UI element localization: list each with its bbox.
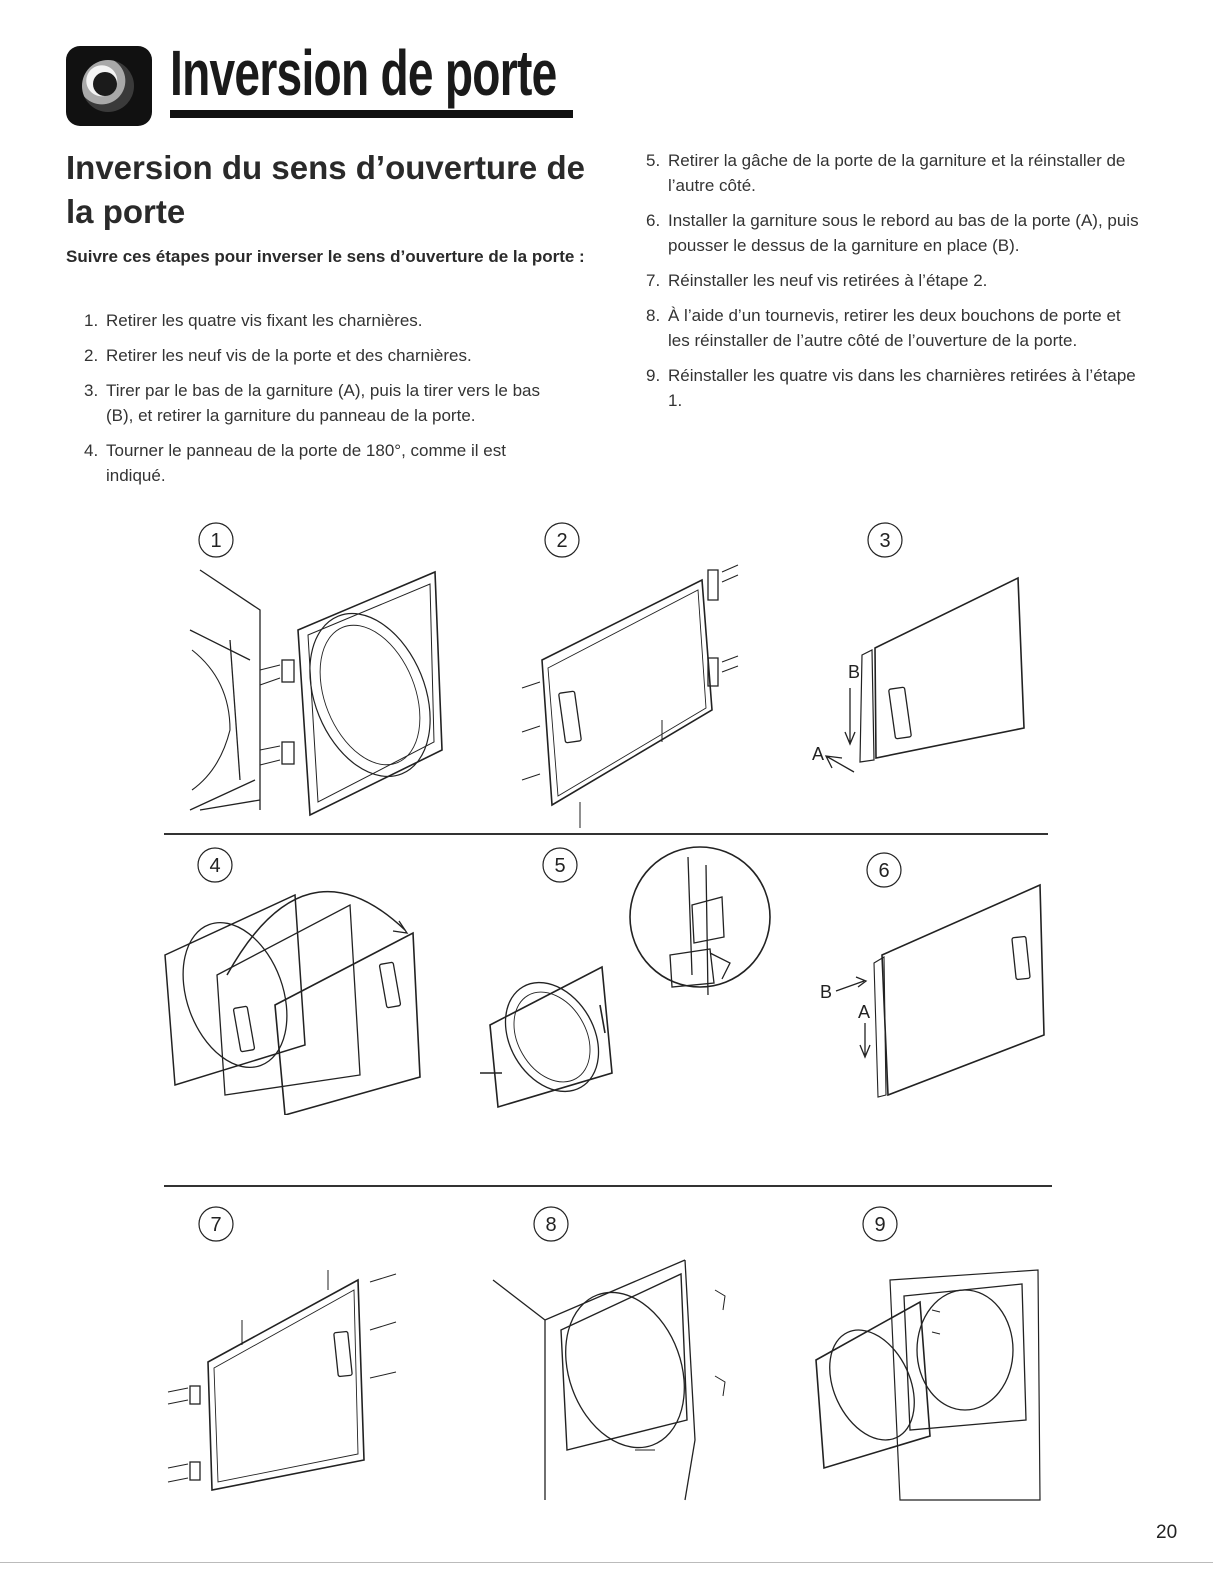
figure-number: 9 (874, 1214, 886, 1236)
callout-label-a: A (858, 1002, 871, 1022)
title-underline (170, 110, 573, 118)
steps-list-left (84, 308, 564, 498)
section-intro: Suivre ces étapes pour inverser le sens d’ouverture de la porte : (66, 247, 585, 266)
figure-number: 7 (210, 1214, 222, 1236)
step-item: 1. Retirer les quatre vis fixant les charnières. (84, 311, 423, 330)
figure-number: 4 (209, 855, 221, 877)
figure-6 (812, 845, 1052, 1115)
figure-number: 8 (545, 1214, 557, 1236)
section-divider (164, 833, 1048, 835)
step-item: 6. Installer la garniture sous le rebord au bas de la porte (A), puis pousser le dessus de la garniture en place (B). (646, 211, 1139, 255)
figure-number: 1 (210, 530, 222, 552)
step-item: 7. Réinstaller les neuf vis retirées à l’étape 2. (646, 271, 988, 290)
figure-8 (485, 1200, 745, 1510)
figure-3 (800, 510, 1040, 830)
step-item: 4. Tourner le panneau de la porte de 180°, comme il est indiqué. (84, 441, 506, 485)
page-number: 20 (1156, 1522, 1178, 1543)
page-bottom-rule (0, 1562, 1213, 1563)
figure-number: 3 (879, 530, 891, 552)
callout-label-b: B (848, 662, 861, 682)
figure-number: 6 (878, 860, 890, 882)
figure-9 (800, 1200, 1060, 1510)
callout-label-a: A (812, 744, 825, 764)
figure-7 (150, 1200, 420, 1510)
steps-list-right (646, 148, 1146, 423)
section-logo-icon (66, 46, 152, 126)
step-item: 2. Retirer les neuf vis de la porte et des charnières. (84, 346, 472, 365)
step-item: 5. Retirer la gâche de la porte de la garniture et la réinstaller de l’autre côté. (646, 151, 1126, 195)
callout-label-b: B (820, 982, 833, 1002)
figure-number: 2 (556, 530, 568, 552)
figure-4 (155, 845, 435, 1115)
figure-number: 5 (554, 855, 566, 877)
step-item: 8. À l’aide d’un tournevis, retirer les deux bouchons de porte et les réinstaller de l’autre côté de l’ouverture de la porte. (646, 306, 1121, 350)
step-item: 3. Tirer par le bas de la garniture (A), puis la tirer vers le bas (B), et retirer la garniture du panneau de la porte. (84, 381, 540, 425)
section-divider (164, 1185, 1052, 1187)
page-title: Inversion de porte (170, 37, 557, 109)
figure-2 (512, 510, 772, 830)
figure-5 (460, 845, 820, 1115)
logo-center (93, 72, 117, 96)
figure-1 (170, 510, 450, 830)
step-item: 9. Réinstaller les quatre vis dans les charnières retirées à l’étape 1. (646, 366, 1136, 410)
section-title: Inversion du sens d’ouverture de la porte (66, 149, 585, 230)
